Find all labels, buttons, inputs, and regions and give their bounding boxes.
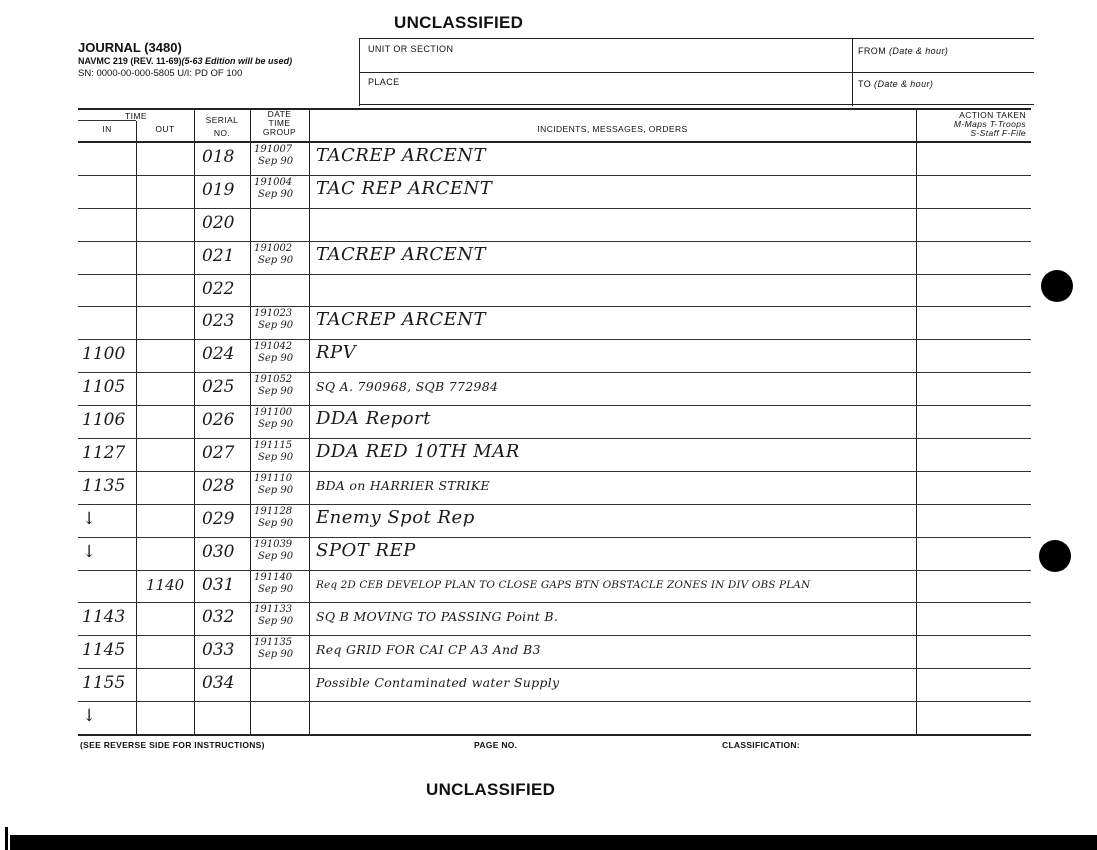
- table-row[interactable]: [78, 471, 1031, 504]
- dtg-header-line2: TIME: [268, 118, 291, 128]
- row-rule: [78, 701, 1031, 702]
- footer-instructions: (SEE REVERSE SIDE FOR INSTRUCTIONS): [80, 740, 265, 750]
- date-time-group-line1: 191135: [254, 637, 293, 649]
- table-row[interactable]: [78, 537, 1031, 570]
- serial-number-cell: 032: [202, 607, 235, 628]
- incident-message-cell: SQ B MOVING TO PASSING Point B.: [316, 609, 559, 625]
- date-time-group-line2: Sep 90: [258, 419, 294, 431]
- serial-number-cell: 029: [202, 508, 235, 529]
- dtg-header-line3: GROUP: [262, 127, 297, 137]
- row-rule: [78, 635, 1031, 636]
- date-time-group-line1: 191002: [254, 242, 293, 254]
- header-rule: [360, 104, 1034, 105]
- to-field[interactable]: [858, 79, 933, 89]
- action-codes-line2: S-Staff F-File: [970, 128, 1026, 138]
- incident-message-cell: BDA on HARRIER STRIKE: [316, 477, 490, 493]
- table-row[interactable]: [78, 241, 1031, 274]
- action-taken-title: ACTION TAKEN: [959, 110, 1026, 120]
- form-title: JOURNAL (3480): [78, 40, 182, 55]
- time-in-cell: 1145: [82, 640, 126, 661]
- table-row[interactable]: [78, 142, 1031, 175]
- date-time-group-line2: Sep 90: [258, 386, 294, 398]
- date-time-group-line1: 191110: [254, 472, 293, 484]
- from-hint: (Date & hour): [889, 46, 949, 56]
- date-time-group-line1: 191004: [254, 176, 293, 188]
- row-rule: [78, 504, 1031, 505]
- time-in-cell: 1100: [82, 344, 126, 365]
- date-time-group-line1: 191128: [254, 505, 293, 517]
- in-header: IN: [102, 124, 112, 134]
- form-edition-main: NAVMC 219 (REV. 11-69): [78, 56, 182, 66]
- date-time-group-line1: 191052: [254, 374, 293, 386]
- row-rule: [78, 208, 1031, 209]
- table-row[interactable]: [78, 208, 1031, 241]
- time-in-cell: 1105: [82, 377, 126, 398]
- punch-hole: [1041, 270, 1073, 302]
- incident-message-cell: TACREP ARCENT: [316, 243, 487, 265]
- row-rule: [78, 602, 1031, 603]
- from-label: FROM: [858, 46, 887, 56]
- incident-message-cell: TAC REP ARCENT: [316, 177, 493, 199]
- form-edition: [78, 56, 368, 66]
- incident-message-cell: TACREP ARCENT: [316, 309, 487, 331]
- scan-edge-bar: [10, 835, 1097, 850]
- header-divider: [852, 38, 853, 106]
- table-bottom-rule: [78, 734, 1031, 736]
- serial-number-cell: 023: [202, 311, 235, 332]
- date-time-group-line2: Sep 90: [258, 550, 294, 562]
- time-in-cell: 1127: [82, 443, 126, 463]
- date-time-group-line1: 191023: [254, 308, 293, 320]
- serial-number-cell: 028: [202, 475, 235, 496]
- serial-number-cell: 022: [202, 278, 235, 299]
- date-time-group-line2: Sep 90: [258, 452, 294, 463]
- serial-number-cell: 024: [202, 344, 235, 365]
- row-rule: [78, 339, 1031, 340]
- unit-or-section-field[interactable]: UNIT OR SECTION: [368, 44, 454, 54]
- date-time-group-line1: 191042: [254, 341, 293, 353]
- out-header: OUT: [155, 124, 175, 134]
- date-time-group-line2: Sep 90: [258, 484, 294, 496]
- table-row[interactable]: [78, 701, 1031, 734]
- incident-message-cell: TACREP ARCENT: [316, 145, 487, 166]
- incident-message-cell: Possible Contaminated water Supply: [316, 675, 560, 691]
- time-in-cell: ↓: [82, 541, 97, 562]
- incident-message-cell: SQ A. 790968, SQB 772984: [316, 379, 499, 395]
- footer-page-no[interactable]: PAGE NO.: [474, 740, 518, 750]
- date-time-group-line2: Sep 90: [258, 616, 294, 628]
- time-in-cell: 1155: [82, 673, 126, 694]
- table-top-rule: [78, 108, 1031, 110]
- row-rule: [78, 537, 1031, 538]
- to-label: TO: [858, 79, 872, 89]
- serial-number-cell: 025: [202, 377, 235, 398]
- serial-number-cell: 027: [202, 443, 235, 463]
- incidents-header: INCIDENTS, MESSAGES, ORDERS: [537, 124, 688, 134]
- time-in-cell: 1143: [82, 607, 126, 628]
- time-out-cell: 1140: [146, 575, 185, 594]
- table-row[interactable]: [78, 570, 1031, 603]
- from-field[interactable]: [858, 46, 948, 56]
- row-rule: [78, 372, 1031, 373]
- date-time-group-line2: Sep 90: [258, 188, 294, 200]
- serial-number-cell: 026: [202, 410, 235, 431]
- time-header: TIME: [125, 111, 147, 121]
- row-rule: [78, 570, 1031, 571]
- serial-number-cell: 018: [202, 147, 235, 167]
- time-in-cell: 1106: [82, 410, 126, 431]
- row-rule: [78, 668, 1031, 669]
- header-rule: [360, 38, 1034, 39]
- time-in-cell: ↓: [82, 508, 97, 529]
- table-row[interactable]: [78, 175, 1031, 208]
- incident-message-cell: RPV: [316, 342, 357, 364]
- row-rule: [78, 274, 1031, 275]
- serial-number-cell: 034: [202, 673, 235, 694]
- row-rule: [78, 241, 1031, 242]
- footer-classification[interactable]: CLASSIFICATION:: [722, 740, 801, 750]
- table-row[interactable]: [78, 372, 1031, 405]
- action-codes-line1: M-Maps T-Troops: [953, 119, 1026, 129]
- serial-number-cell: 031: [202, 574, 235, 595]
- date-time-group-line2: Sep 90: [258, 254, 294, 266]
- incident-message-cell: Req GRID FOR CAI CP A3 And B3: [316, 642, 541, 658]
- form-identification: [78, 40, 368, 79]
- date-time-group-line2: Sep 90: [258, 320, 294, 332]
- serial-header-line1: SERIAL: [205, 115, 239, 125]
- table-row[interactable]: [78, 339, 1031, 372]
- form-edition-note: (5-63 Edition will be used): [181, 56, 293, 66]
- incident-message-cell: Enemy Spot Rep: [316, 506, 475, 528]
- date-time-group-line1: 191133: [254, 604, 293, 616]
- table-row[interactable]: [78, 274, 1031, 307]
- date-time-group-line1: 191100: [254, 407, 293, 419]
- action-taken-header: [920, 111, 1030, 138]
- row-rule: [78, 175, 1031, 176]
- incident-message-cell: DDA Report: [316, 408, 431, 430]
- incident-message-cell: SPOT REP: [316, 539, 416, 561]
- serial-number-cell: 020: [202, 212, 235, 233]
- scan-edge-mark: [5, 827, 8, 850]
- header-box: [359, 38, 1033, 106]
- row-rule: [78, 438, 1031, 439]
- classification-top: UNCLASSIFIED: [394, 13, 524, 32]
- table-row[interactable]: [78, 405, 1031, 438]
- date-time-group-line2: Sep 90: [258, 649, 294, 661]
- dtg-header-line1: DATE: [267, 109, 292, 119]
- serial-header: [194, 116, 250, 138]
- table-row[interactable]: [78, 668, 1031, 701]
- form-stock-number: SN: 0000-00-000-5805 U/I: PD OF 100: [78, 68, 243, 79]
- row-rule: [78, 306, 1031, 307]
- date-time-group-line2: Sep 90: [258, 156, 294, 167]
- place-field[interactable]: PLACE: [368, 77, 400, 87]
- classification-bottom: UNCLASSIFIED: [426, 780, 556, 799]
- table-row[interactable]: [78, 635, 1031, 668]
- table-row[interactable]: [78, 438, 1031, 471]
- header-rule: [360, 72, 1034, 73]
- date-time-group-line2: Sep 90: [258, 517, 294, 529]
- to-hint: (Date & hour): [874, 79, 934, 89]
- incident-message-cell: DDA RED 10TH MAR: [316, 441, 520, 462]
- date-time-group-line1: 191039: [254, 538, 293, 550]
- serial-number-cell: 021: [202, 245, 235, 266]
- table-row[interactable]: [78, 504, 1031, 537]
- date-time-group-line2: Sep 90: [258, 353, 294, 365]
- time-in-cell: ↓: [82, 706, 97, 727]
- dtg-header: [250, 110, 309, 137]
- table-row[interactable]: [78, 306, 1031, 339]
- table-row[interactable]: [78, 602, 1031, 635]
- incident-message-cell: Req 2D CEB DEVELOP PLAN TO CLOSE GAPS BTN OBSTACLE ZONES IN DIV OBS PLAN: [316, 578, 811, 591]
- row-rule: [78, 405, 1031, 406]
- serial-header-line2: NO.: [213, 128, 231, 138]
- serial-number-cell: 019: [202, 179, 235, 200]
- date-time-group-line2: Sep 90: [258, 583, 294, 595]
- punch-hole: [1039, 540, 1071, 572]
- date-time-group-line1: 191007: [254, 144, 293, 155]
- journal-table: [78, 108, 1031, 737]
- serial-number-cell: 033: [202, 640, 235, 661]
- row-rule: [78, 471, 1031, 472]
- time-in-cell: 1135: [82, 475, 126, 496]
- date-time-group-line1: 191140: [254, 571, 293, 583]
- date-time-group-line1: 191115: [254, 440, 293, 451]
- serial-number-cell: 030: [202, 541, 235, 562]
